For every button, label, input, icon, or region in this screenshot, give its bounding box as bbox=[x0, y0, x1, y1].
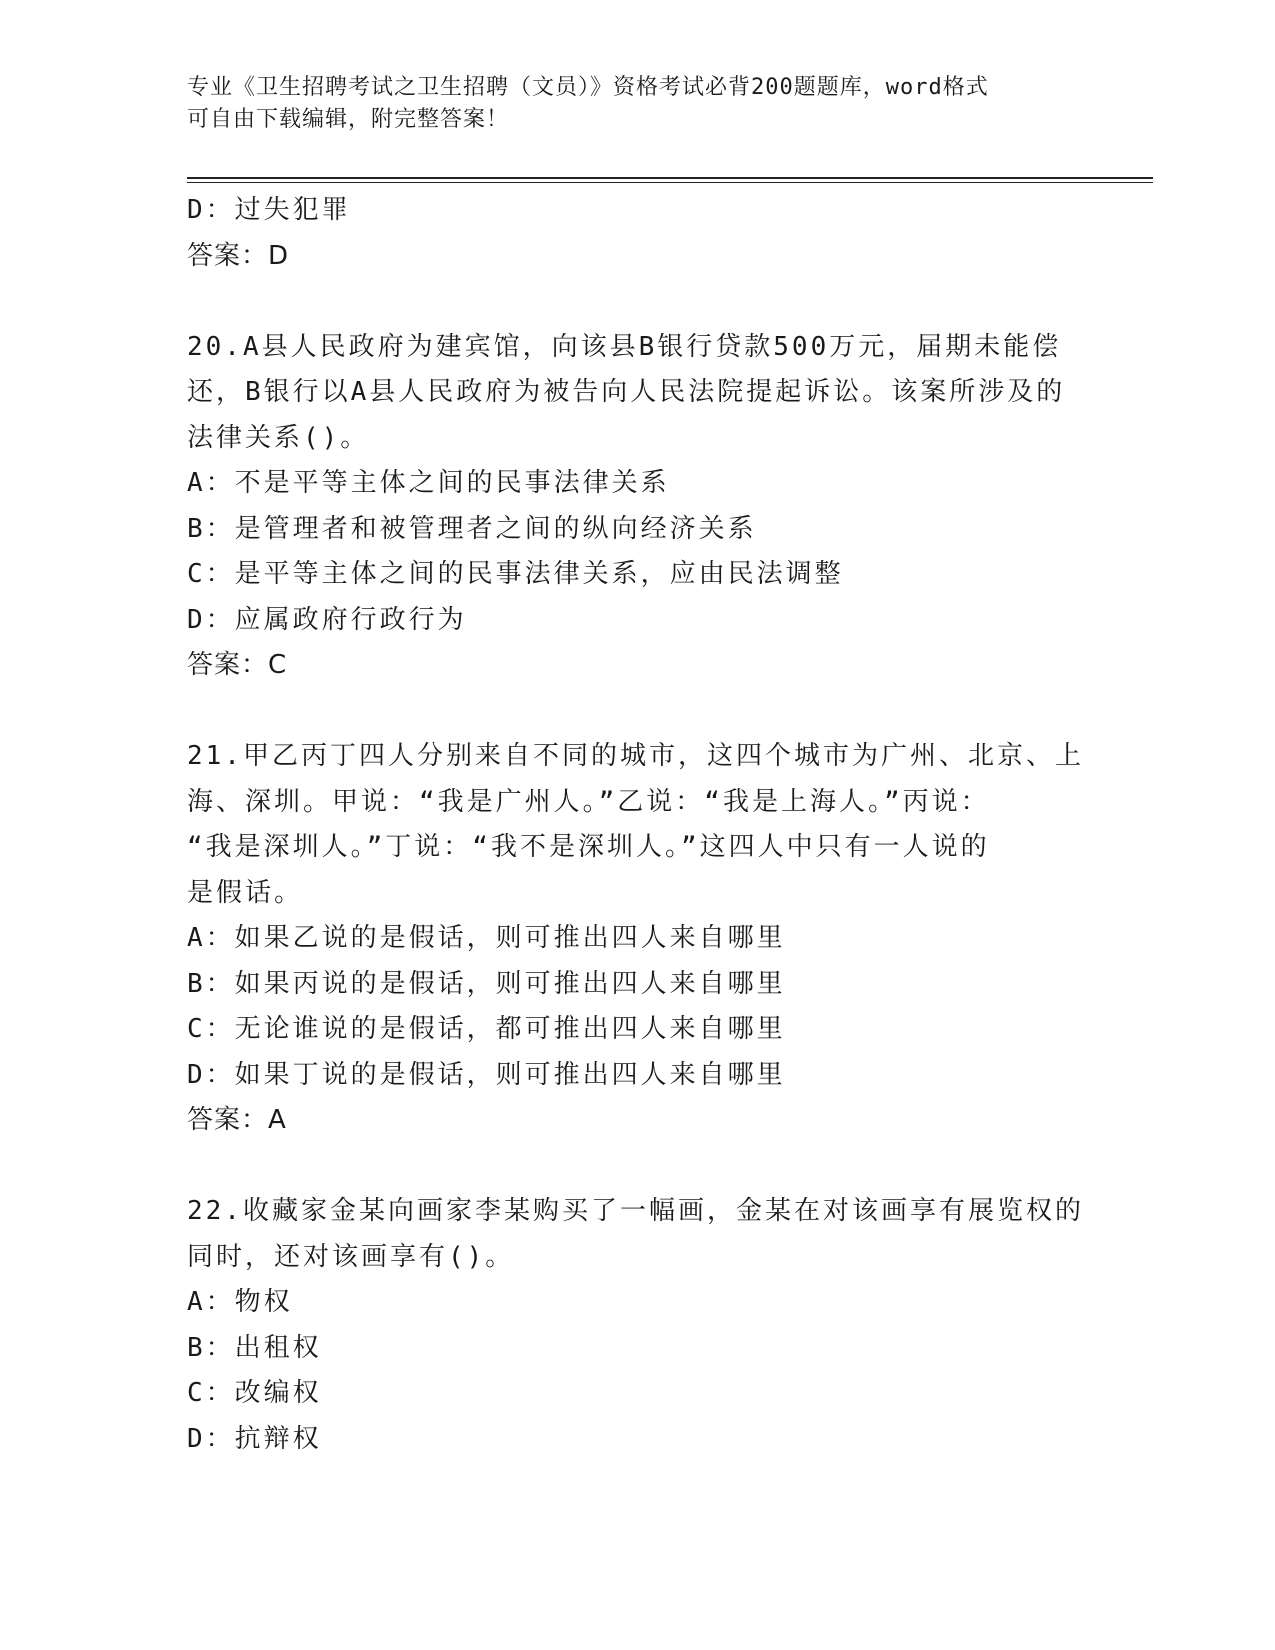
question-stem: 海、深圳。甲说：“我是广州人。”乙说：“我是上海人。”丙说： bbox=[187, 786, 990, 817]
question-stem: 20.A县人民政府为建宾馆，向该县B银行贷款500万元，届期未能偿 bbox=[187, 331, 1062, 362]
question-stem: 22.收藏家金某向画家李某购买了一幅画，金某在对该画享有展览权的 bbox=[187, 1196, 1084, 1226]
option-d: D：抗辩权 bbox=[187, 1423, 322, 1454]
option-a: A：如果乙说的是假话，则可推出四人来自哪里 bbox=[187, 923, 786, 953]
question-19-tail bbox=[187, 188, 1087, 279]
answer: 答案：C bbox=[187, 650, 288, 680]
option-a: A：物权 bbox=[187, 1287, 293, 1317]
option-b: B：出租权 bbox=[187, 1332, 322, 1363]
option-d: D：应属政府行政行为 bbox=[187, 604, 467, 635]
option-b: B：是管理者和被管理者之间的纵向经济关系 bbox=[187, 513, 757, 544]
option-c: C：是平等主体之间的民事法律关系，应由民法调整 bbox=[187, 559, 844, 589]
question-stem: 是假话。 bbox=[187, 877, 304, 908]
spacer bbox=[187, 1144, 1087, 1190]
header-rule-thick bbox=[187, 177, 1153, 179]
question-22 bbox=[187, 1189, 1087, 1462]
option-c: C：改编权 bbox=[187, 1378, 322, 1408]
option-b: B：如果丙说的是假话，则可推出四人来自哪里 bbox=[187, 968, 786, 999]
question-stem: 法律关系()。 bbox=[187, 422, 370, 453]
spacer bbox=[187, 689, 1087, 735]
header-line-2: 可自由下载编辑，附完整答案！ bbox=[187, 107, 510, 132]
option-a: A：不是平等主体之间的民事法律关系 bbox=[187, 468, 670, 498]
spacer bbox=[187, 279, 1087, 325]
header-rule-thin bbox=[187, 182, 1153, 183]
question-20 bbox=[187, 325, 1087, 689]
option-d: D：如果丁说的是假话，则可推出四人来自哪里 bbox=[187, 1059, 786, 1090]
option-c: C：无论谁说的是假话，都可推出四人来自哪里 bbox=[187, 1014, 786, 1044]
answer: 答案：A bbox=[187, 1105, 287, 1135]
question-21 bbox=[187, 734, 1087, 1144]
question-stem: 同时，还对该画享有()。 bbox=[187, 1241, 515, 1272]
question-stem: 还，B银行以A县人民政府为被告向人民法院提起诉讼。该案所涉及的 bbox=[187, 377, 1066, 407]
answer: 答案：D bbox=[187, 240, 290, 271]
page-header bbox=[187, 72, 1067, 136]
option-d: D：过失犯罪 bbox=[187, 195, 351, 225]
question-content bbox=[187, 188, 1087, 1462]
question-stem: 21.甲乙丙丁四人分别来自不同的城市，这四个城市为广州、北京、上 bbox=[187, 741, 1084, 771]
question-stem: “我是深圳人。”丁说：“我不是深圳人。”这四人中只有一人说的 bbox=[187, 832, 990, 862]
header-line-1: 专业《卫生招聘考试之卫生招聘（文员）》资格考试必背200题题库，word格式 bbox=[187, 75, 989, 100]
